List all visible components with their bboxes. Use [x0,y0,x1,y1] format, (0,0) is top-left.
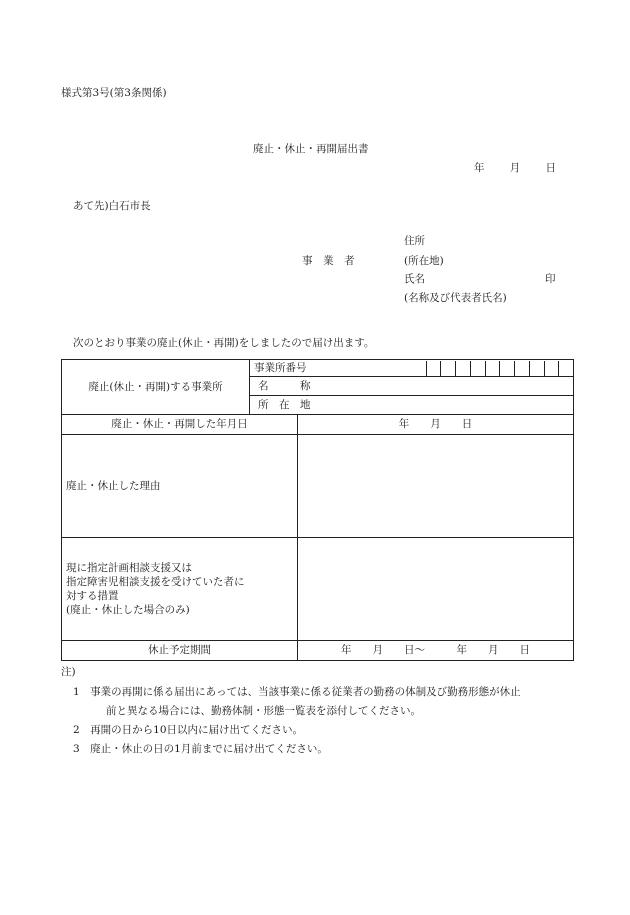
applicant-address-label: 住所 [404,235,425,247]
office-number-row [62,360,574,377]
date-row-value[interactable]: 年 月 日 [298,415,574,435]
period-value[interactable]: 年 月 日～ 年 月 日 [298,641,574,661]
measures-label-line: 対する措置 [66,590,119,602]
office-number-digit[interactable] [544,361,559,376]
page-title: 廃止・休止・再開届出書 [253,143,369,155]
reason-row [62,435,574,538]
office-number-boxes[interactable] [426,360,574,377]
date-row-label: 廃止・休止・再開した年月日 [62,415,298,435]
office-number-digit[interactable] [455,361,470,376]
note-item: 3 廃止・休止の日の1月前までに届け出てください。 [73,743,328,755]
office-address-field[interactable] [250,396,574,415]
measures-label-line: 現に指定計画相談支援又は [66,561,192,574]
applicant-seal: 印 [545,273,556,285]
measures-label-line: 指定障害児相談支援を受けていた者に [66,575,245,588]
date-day-label: 日 [545,162,556,174]
office-name-field[interactable] [250,377,574,396]
office-name-label: 名 称 [258,379,311,392]
office-address-label: 所 在 地 [258,398,311,411]
measures-label [62,538,298,641]
office-number-digit[interactable] [470,361,485,376]
applicant-name-sub: (名称及び代表者氏名) [404,292,507,304]
office-number-digit[interactable] [485,361,500,376]
office-number-digit[interactable] [426,361,441,376]
measures-value[interactable] [298,538,574,641]
office-number-digit[interactable] [514,361,529,376]
date-year-label: 年 [474,162,485,174]
office-number-digit[interactable] [440,361,455,376]
addressee: あて先)白石市長 [73,200,151,212]
date-line [474,162,556,176]
note-item: 前と異なる場合には、勤務体制・形態一覧表を添付してください。 [106,705,421,717]
applicant-address-sub: (所在地) [404,255,444,267]
intro-text: 次のとおり事業の廃止(休止・再開)をしましたので届け出ます。 [73,337,375,349]
notes-heading: 注) [61,666,76,678]
date-row [62,415,574,435]
office-row-label: 廃止(休止・再開)する事業所 [62,360,250,415]
measures-row [62,538,574,641]
measures-label-line: (廃止・休止した場合のみ) [66,604,190,617]
office-number-digit[interactable] [499,361,514,376]
date-month-label: 月 [509,162,521,174]
form-number: 様式第3号(第3条関係) [61,87,167,99]
reason-label: 廃止・休止した理由 [62,435,298,538]
applicant-label: 事 業 者 [302,255,355,267]
applicant-name-label: 氏名 [404,273,425,285]
office-number-digit[interactable] [529,361,544,376]
period-row [62,641,574,661]
note-item: 2 再開の日から10日以内に届け出てください。 [73,724,304,736]
notification-table [61,359,574,661]
note-item: 1 事業の再開に係る届出にあっては、当該事業に係る従業者の勤務の体制及び勤務形態が休止 [73,686,521,698]
period-label: 休止予定期間 [62,641,298,661]
office-number-digit[interactable] [558,361,573,376]
reason-value[interactable] [298,435,574,538]
office-number-label: 事業所番号 [250,360,426,377]
